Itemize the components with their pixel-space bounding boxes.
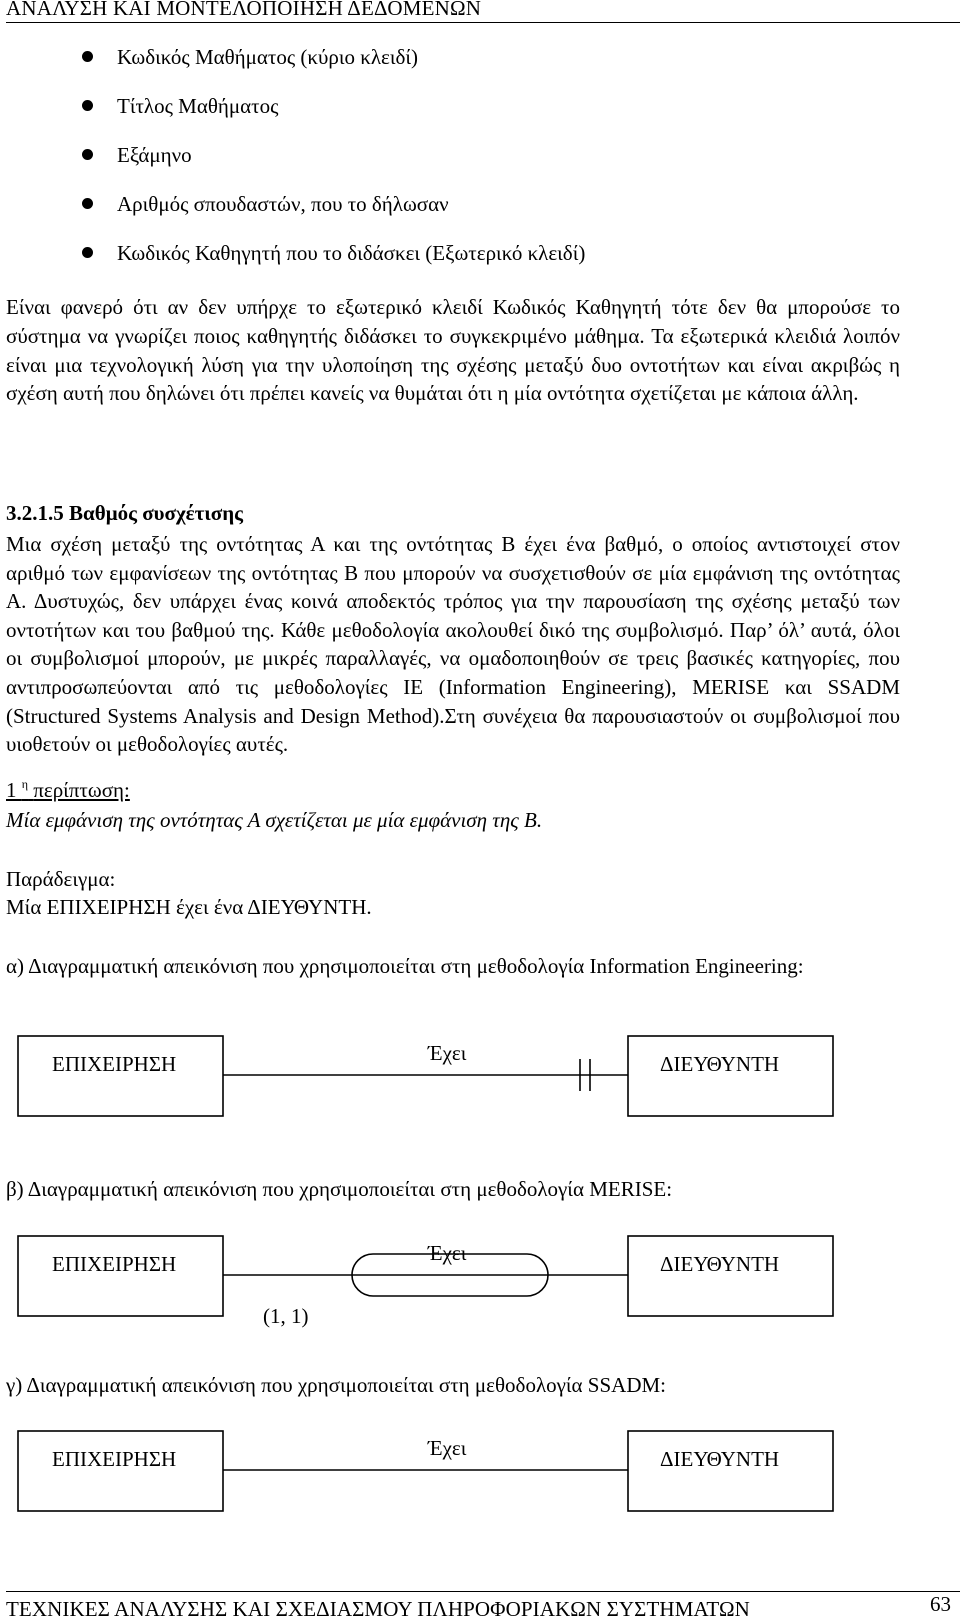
cardinality-label: (1, 1) (263, 1304, 309, 1328)
bullet-icon (82, 247, 93, 258)
relation-label: Έχει (428, 1436, 467, 1460)
bullet-icon (82, 100, 93, 111)
foreign-key-paragraph: Είναι φανερό ότι αν δεν υπήρχε το εξωτερικό κλειδί Κωδικός Καθηγητή τότε δεν θα μπορούσε το σύστημα να γνωρίζει ποιος καθηγητής διδάσκει το συγκεκριμένο μάθημα. Τα εξωτερικά κλειδιά λοιπόν είναι μια τεχνολογική λύση για την υλοποίηση της σχέσης μεταξύ δυο οντοτήτων και είναι ακριβώς η σχέση αυτή που δηλώνει ότι πρέπει κανείς να θυμάται ότι η μία οντότητα σχετίζεται με κάποια άλλη. (6, 295, 900, 406)
bullet-icon (82, 51, 93, 62)
list-item: Κωδικός Μαθήματος (κύριο κλειδί) (80, 42, 585, 91)
relation-label: Έχει (428, 1041, 467, 1065)
relation-label: Έχει (428, 1241, 467, 1265)
ie-caption: α) Διαγραμματική απεικόνιση που χρησιμοποιείται στη μεθοδολογία Information Engineering: (6, 954, 804, 978)
list-item: Τίτλος Μαθήματος (80, 91, 585, 140)
entity-b-label: ΔΙΕΥΘΥΝΤΗ (660, 1252, 780, 1276)
ie-diagram-shapes (0, 1030, 960, 1125)
ssadm-caption: γ) Διαγραμματική απεικόνιση που χρησιμοποιείται στη μεθοδολογία SSADM: (6, 1373, 667, 1397)
footer-rule (6, 1591, 960, 1592)
entity-a-label: ΕΠΙΧΕΙΡΗΣΗ (52, 1052, 177, 1076)
ssadm-diagram-shapes (0, 1425, 960, 1520)
entity-a-label: ΕΠΙΧΕΙΡΗΣΗ (52, 1252, 177, 1276)
section-paragraph: Μια σχέση μεταξύ της οντότητας Α και της οντότητας Β έχει ένα βαθμό, ο οποίος αντιστοιχεί στον αριθμό των εμφανίσεων της οντότητας Β που μπορούν να συσχετισθούν σε μία εμφάνιση της οντότητας Α. Δυστυχώς, δεν υπάρχει ένας κοινά αποδεκτός τρόπος για την παρουσίαση της σχέσης μεταξύ των οντοτήτων και του βαθμού της. Κάθε μεθοδολογία ακολουθεί δικό της συμβολισμό. Παρ’ όλ’ αυτά, όλοι οι συμβολισμοί μπορούν, με μικρές παραλλαγές, να ομαδοποιηθούν σε τρεις βασικές κατηγορίες, που αντιπροσωπεύονται από τις μεθοδολογίες IE (Information Engineering), MERISE και SSADM (Structured Systems Analysis and Design Method).Στη συνέχεια θα παρουσιαστούν οι συμβολισμοί που υιοθετούν οι μεθοδολογίες αυτές. (6, 532, 900, 757)
entity-b-label: ΔΙΕΥΘΥΝΤΗ (660, 1052, 780, 1076)
bullet-icon (82, 198, 93, 209)
list-item: Αριθμός σπουδαστών, που το δήλωσαν (80, 189, 585, 238)
page-number: 63 (930, 1592, 951, 1616)
bullet-icon (82, 149, 93, 160)
running-footer: ΤΕΧΝΙΚΕΣ ΑΝΑΛΥΣΗΣ ΚΑΙ ΣΧΕΔΙΑΣΜΟΥ ΠΛΗΡΟΦΟΡΙΑΚΩΝ ΣΥΣΤΗΜΑΤΩΝ (6, 1597, 750, 1621)
merise-caption: β) Διαγραμματική απεικόνιση που χρησιμοποιείται στη μεθοδολογία MERISE: (6, 1177, 673, 1201)
list-item: Κωδικός Καθηγητή που το διδάσκει (Εξωτερικό κλειδί) (80, 238, 585, 287)
header-rule (6, 22, 960, 23)
entity-a-label: ΕΠΙΧΕΙΡΗΣΗ (52, 1447, 177, 1471)
running-header: ΑΝΑΛΥΣΗ ΚΑΙ ΜΟΝΤΕΛΟΠΟΙΗΣΗ ΔΕΔΟΜΕΝΩΝ (6, 0, 482, 20)
merise-diagram (0, 1230, 960, 1350)
attribute-list (80, 42, 585, 287)
example-label: Παράδειγμα: (6, 867, 116, 891)
section-title: 3.2.1.5 Βαθμός συσχέτισης (6, 501, 244, 525)
merise-diagram-shapes (0, 1230, 960, 1350)
ie-diagram (0, 1030, 960, 1125)
ssadm-diagram (0, 1425, 960, 1520)
entity-b-label: ΔΙΕΥΘΥΝΤΗ (660, 1447, 780, 1471)
case-heading: 1 $^\eta$ περίπτωση: (6, 777, 130, 802)
list-item: Εξάμηνο (80, 140, 585, 189)
case-statement: Μία εμφάνιση της οντότητας Α σχετίζεται με μία εμφάνιση της Β. (6, 808, 543, 832)
example-text: Μία ΕΠΙΧΕΙΡΗΣΗ έχει ένα ΔΙΕΥΘΥΝΤΗ. (6, 895, 372, 919)
